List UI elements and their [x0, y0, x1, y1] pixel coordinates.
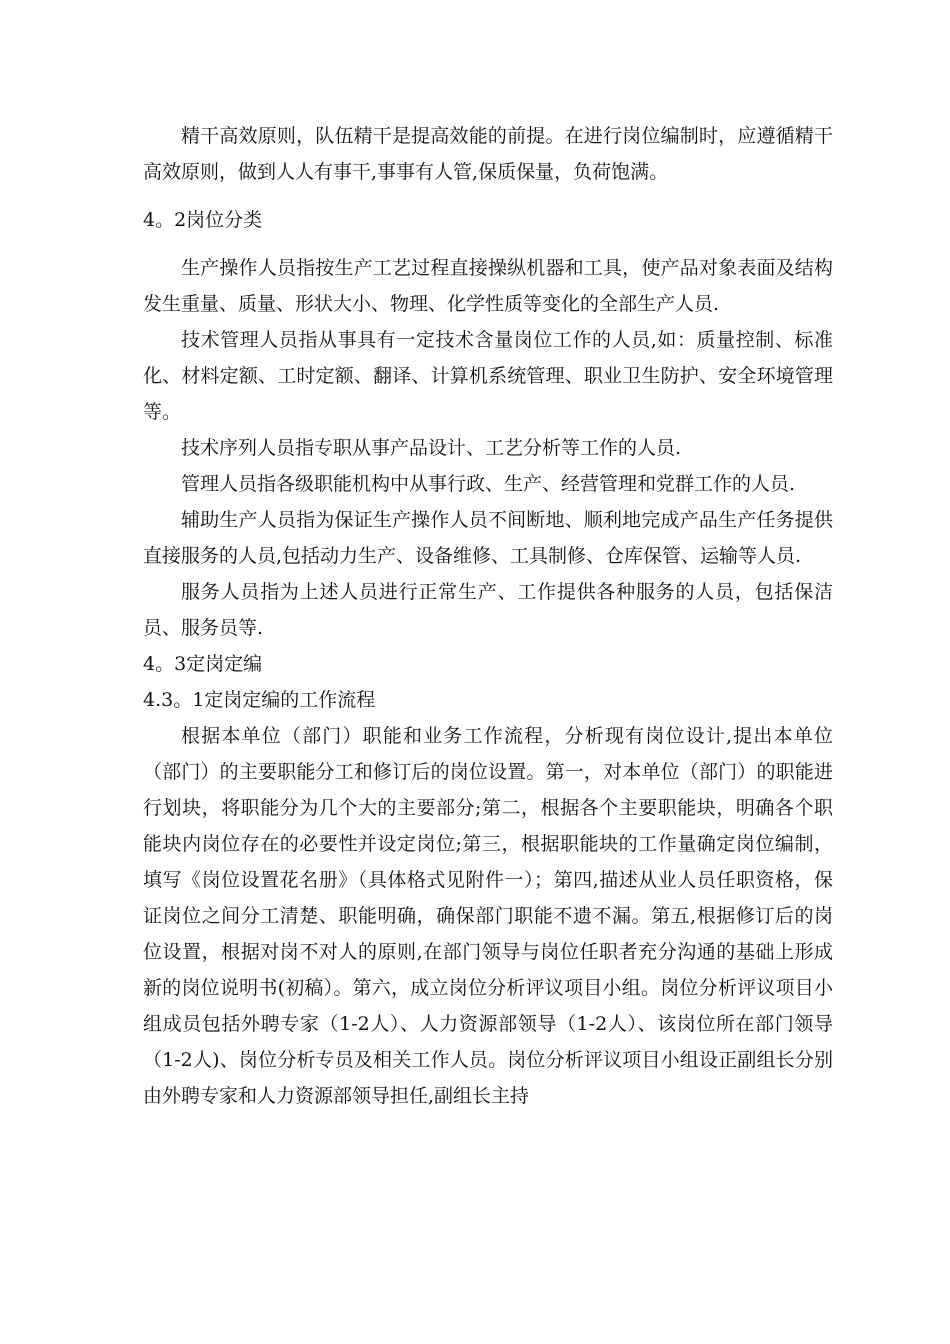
heading-4-3: 4。3定岗定编 — [143, 653, 263, 675]
paragraph-managers: 管理人员指各级职能机构中从事行政、生产、经营管理和党群工作的人员. — [181, 473, 796, 495]
document-page — [143, 118, 833, 1114]
paragraph-technical-series: 技术序列人员指专职从事产品设计、工艺分析等工作的人员. — [181, 437, 682, 459]
paragraph-production-operators: 生产操作人员指按生产工艺过程直接操纵机器和工具，使产品对象表面及结构发生重量、质量、形状大小、物理、化学性质等变化的全部生产人员. — [143, 257, 833, 315]
heading-4-3-1: 4.3。1定岗定编的工作流程 — [143, 689, 376, 711]
heading-4-2: 4。2岗位分类 — [143, 209, 263, 231]
paragraph-service-staff: 服务人员指为上述人员进行正常生产、工作提供各种服务的人员，包括保洁员、服务员等. — [143, 581, 833, 639]
paragraph-workflow: 根据本单位（部门）职能和业务工作流程，分析现有岗位设计,提出本单位（部门）的主要职能分工和修订后的岗位设置。第一，对本单位（部门）的职能进行划块，将职能分为几个大的主要部分;第二，根据各个主要职能块，明确各个职能块内岗位存在的必要性并设定岗位;第三，根据职能块的工作量确定岗位编制，填写《岗位设置花名册》（具体格式见附件一）；第四,描述从业人员任职资格，保证岗位之间分工清楚、职能明确，确保部门职能不遗不漏。第五,根据修订后的岗位设置，根据对岗不对人的原则,在部门领导与岗位任职者充分沟通的基础上形成新的岗位说明书(初稿）。第六，成立岗位分析评议项目小组。岗位分析评议项目小组成员包括外聘专家（1-2人）、人力资源部领导（1-2人）、该岗位所在部门领导（1-2人)、岗位分析专员及相关工作人员。岗位分析评议项目小组设正副组长分别由外聘专家和人力资源部领导担任,副组长主持 — [143, 725, 833, 1107]
paragraph-lean-efficiency: 精干高效原则，队伍精干是提高效能的前提。在进行岗位编制时，应遵循精干高效原则，做到人人有事干,事事有人管,保质保量，负荷饱满。 — [143, 125, 833, 183]
paragraph-auxiliary-production: 辅助生产人员指为保证生产操作人员不间断地、顺利地完成产品生产任务提供直接服务的人员,包括动力生产、设备维修、工具制修、仓库保管、运输等人员. — [143, 509, 833, 567]
paragraph-technical-managers: 技术管理人员指从事具有一定技术含量岗位工作的人员,如：质量控制、标准化、材料定额、工时定额、翻译、计算机系统管理、职业卫生防护、安全环境管理等。 — [143, 329, 833, 423]
